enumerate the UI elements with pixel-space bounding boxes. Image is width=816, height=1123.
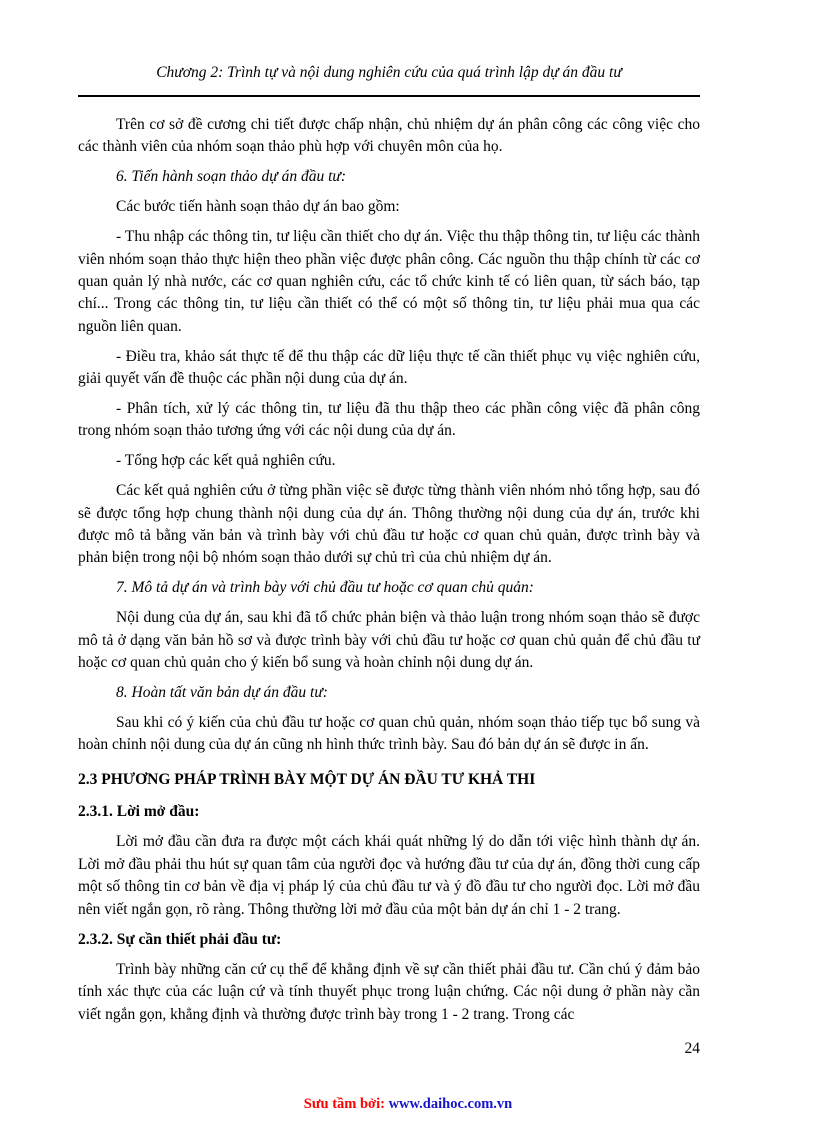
- list-item: - Phân tích, xử lý các thông tin, tư liệu đã thu thập theo các phần công việc đã phân công trong nhóm soạn thảo tương ứng với các nội dung của dự án.: [78, 399, 700, 440]
- paragraph: Trình bày những căn cứ cụ thể để khẳng định về sự cần thiết phải đầu tư. Cần chú ý đảm bảo tính xác thực của các luận cứ và tính thuyết phục trong luận chứng. Các nội dung ở phần này cần viết ngắn gọn, khẳng định và thường được trình bày trong 1 - 2 trang. Trong các: [78, 961, 700, 1023]
- section-heading: 2.3 PHƯƠNG PHÁP TRÌNH BÀY MỘT DỰ ÁN ĐẦU TƯ KHẢ THI: [78, 770, 536, 788]
- subsection-heading: 2.3.2. Sự cần thiết phải đầu tư:: [78, 930, 282, 948]
- header-divider: [78, 95, 700, 97]
- list-item: - Tổng hợp các kết quả nghiên cứu.: [116, 452, 336, 470]
- paragraph: Lời mở đầu cần đưa ra được một cách khái quát những lý do dẫn tới việc hình thành dự án. Lời mở đầu phải thu hút sự quan tâm của người đọc và hướng đầu tư của dự án, đồng thời cung cấp một số thông tin cơ bản về địa vị pháp lý của chủ đầu tư và ý đồ đầu tư cho người đọc. Lời mở đầu nên viết ngắn gọn, rõ ràng. Thông thường lời mở đầu của một bản dự án chỉ 1 - 2 trang.: [78, 833, 700, 918]
- paragraph: Trên cơ sở đề cương chi tiết được chấp nhận, chủ nhiệm dự án phân công các công việc cho các thành viên của nhóm soạn thảo phù hợp với chuyên môn của họ.: [78, 116, 700, 156]
- paragraph: Nội dung của dự án, sau khi đã tổ chức phản biện và thảo luận trong nhóm soạn thảo sẽ được mô tả ở dạng văn bản hồ sơ và được trình bày với chủ đầu tư hoặc cơ quan chủ quản để chủ đầu tư hoặc cơ quan chủ quản cho ý kiến bổ sung và hoàn chỉnh nội dung dự án.: [78, 609, 700, 672]
- step-heading: 7. Mô tả dự án và trình bày với chủ đầu tư hoặc cơ quan chủ quản:: [116, 579, 534, 597]
- step-heading: 6. Tiến hành soạn thảo dự án đầu tư:: [116, 168, 347, 186]
- list-item: - Thu nhập các thông tin, tư liệu cần thiết cho dự án. Việc thu thập thông tin, tư liệu các thành viên nhóm soạn thảo thực hiện theo phần việc được phân công. Các nguồn thu thập chính từ các cơ quan quản lý nhà nước, các cơ quan nghiên cứu, các tổ chức kinh tế có liên quan, từ sách báo, tạp chí... Trong các thông tin, tư liệu cần thiết có thể có một số thông tin, tư liệu phải mua qua các nguồn liên quan.: [78, 228, 700, 335]
- step-heading: 8. Hoàn tất văn bản dự án đầu tư:: [116, 683, 328, 701]
- paragraph: Các kết quả nghiên cứu ở từng phần việc sẽ được từng thành viên nhóm nhỏ tổng hợp, sau đó sẽ được tổng hợp chung thành nội dung của dự án. Thông thường nội dung của dự án, trước khi được mô tả bằng văn bản và trình bày với chủ đầu tư hoặc cơ quan chủ quản, được trình bày và phản biện trong nội bộ nhóm soạn thảo dưới sự chủ trì của chủ nhiệm dự án.: [78, 482, 700, 567]
- paragraph: Sau khi có ý kiến của chủ đầu tư hoặc cơ quan chủ quản, nhóm soạn thảo tiếp tục bổ sung và hoàn chỉnh nội dung của dự án cũng nh hình thức trình bày. Sau đó bản dự án sẽ được in ấn.: [78, 713, 700, 754]
- page-number: 24: [684, 1040, 700, 1057]
- source-label: Sưu tầm bởi:: [303, 1096, 385, 1112]
- source-footer: [0, 1096, 816, 1113]
- page-body: [78, 114, 700, 1034]
- source-link[interactable]: www.daihoc.com.vn: [388, 1096, 513, 1112]
- running-header: Chương 2: Trình tự và nội dung nghiên cứu của quá trình lập dự án đầu tư: [156, 64, 622, 81]
- paragraph: Các bước tiến hành soạn thảo dự án bao gồm:: [116, 198, 400, 216]
- list-item: - Điều tra, khảo sát thực tế để thu thập các dữ liệu thực tế cần thiết phục vụ việc nghiên cứu, giải quyết vấn đề thuộc các phần nội dung của dự án.: [78, 347, 700, 388]
- subsection-heading: 2.3.1. Lời mở đầu:: [78, 803, 200, 821]
